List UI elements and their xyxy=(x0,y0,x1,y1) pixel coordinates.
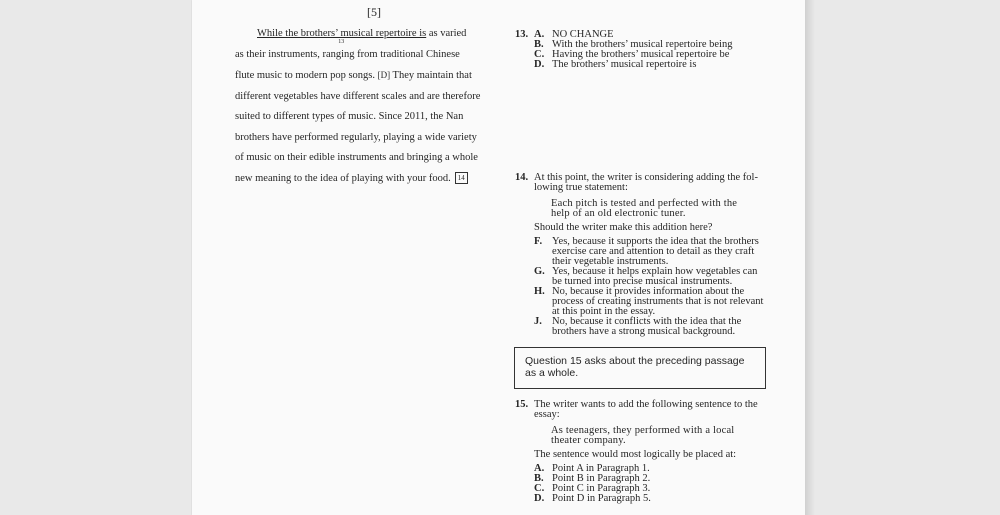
proposed-statement: Each pitch is tested and perfected with the help of an old electronic tuner. xyxy=(551,198,738,219)
passage-line: different vegetables have different scales and are therefore xyxy=(235,90,481,102)
question-stem: essay: xyxy=(534,409,560,420)
passage-line: as their instruments, ranging from traditional Chinese xyxy=(235,48,460,60)
answer-option-f[interactable]: F. Yes, because it supports the idea that the brothers exercise care and attention to detail as they craft their vegetable instruments. xyxy=(534,236,759,267)
question-marker-13: 13 xyxy=(338,39,345,45)
option-letter[interactable]: A. xyxy=(534,29,545,40)
answer-option-c[interactable]: C. Point C in Paragraph 3. xyxy=(534,483,651,494)
option-text[interactable]: The brothers’ musical repertoire is xyxy=(552,59,697,70)
answer-option-g[interactable]: G. Yes, because it helps explain how vegetables can be turned into precise musical instruments. xyxy=(534,266,758,287)
passage-text: While the brothers’ musical repertoire is 13 as varied as their instruments, ranging from traditional Chinese flute music to modern pop songs. [D] They maintain that different vegetables have different scales and are therefore suited to different types of music. Since 2011, the Nan brothers have performed regularly, playing a wide variety of music on their edible instruments and bringing a whole new meaning to the idea of playing with your food. 14 xyxy=(235,24,497,189)
question-14 xyxy=(515,173,775,337)
question-stem: The writer wants to add the following sentence to the xyxy=(534,399,758,410)
question-number: 13. xyxy=(515,29,529,40)
option-text[interactable]: NO CHANGE xyxy=(552,29,614,40)
option-letter[interactable]: C. xyxy=(534,49,545,60)
answer-option-a[interactable]: A. Point A in Paragraph 1. xyxy=(534,463,650,474)
option-text[interactable]: Having the brothers’ musical repertoire be xyxy=(552,49,730,60)
marker-d: [D] xyxy=(377,70,391,80)
option-text[interactable]: With the brothers’ musical repertoire being xyxy=(552,39,733,50)
question-number: 15. xyxy=(515,399,529,410)
passage-line: suited to different types of music. Since 2011, the Nan xyxy=(235,111,464,122)
question-stem: At this point, the writer is considering adding the fol- xyxy=(534,172,758,183)
option-letter[interactable]: B. xyxy=(534,39,544,50)
paragraph-label: [5] xyxy=(367,5,381,19)
answer-option-j[interactable]: J. No, because it conflicts with the idea that the brothers have a strong musical background. xyxy=(534,316,742,337)
question-stem: lowing true statement: xyxy=(534,182,628,193)
underlined-portion-13[interactable]: While the brothers’ musical repertoire is 13 xyxy=(257,28,427,45)
answer-option-b[interactable]: B. Point B in Paragraph 2. xyxy=(534,473,651,484)
question-prompt: Should the writer make this addition here? xyxy=(534,222,713,233)
option-letter[interactable]: D. xyxy=(534,59,545,70)
proposed-sentence: As teenagers, they performed with a local theater company. xyxy=(551,425,735,446)
question-prompt: The sentence would most logically be placed at: xyxy=(534,449,737,460)
passage-line: flute music to modern pop songs. [D] They maintain that xyxy=(235,70,472,81)
page-edge-shadow xyxy=(805,0,815,515)
passage-line: of music on their edible instruments and bringing a whole xyxy=(235,152,478,163)
question-13 xyxy=(515,30,775,70)
question-number: 14. xyxy=(515,172,529,183)
question-box-14[interactable]: 14 xyxy=(455,172,468,184)
passage-note-box: Question 15 asks about the preceding passage as a whole. xyxy=(514,347,766,389)
question-15 xyxy=(515,400,775,504)
answer-option-d[interactable]: D. Point D in Paragraph 5. xyxy=(534,493,651,504)
answer-option-h[interactable]: H. No, because it provides information about the process of creating instruments that is not relevant at this point in the essay. xyxy=(534,286,764,317)
passage-line: new meaning to the idea of playing with your food. 14 xyxy=(235,169,497,190)
passage-line: brothers have performed regularly, playing a wide variety xyxy=(235,131,477,143)
